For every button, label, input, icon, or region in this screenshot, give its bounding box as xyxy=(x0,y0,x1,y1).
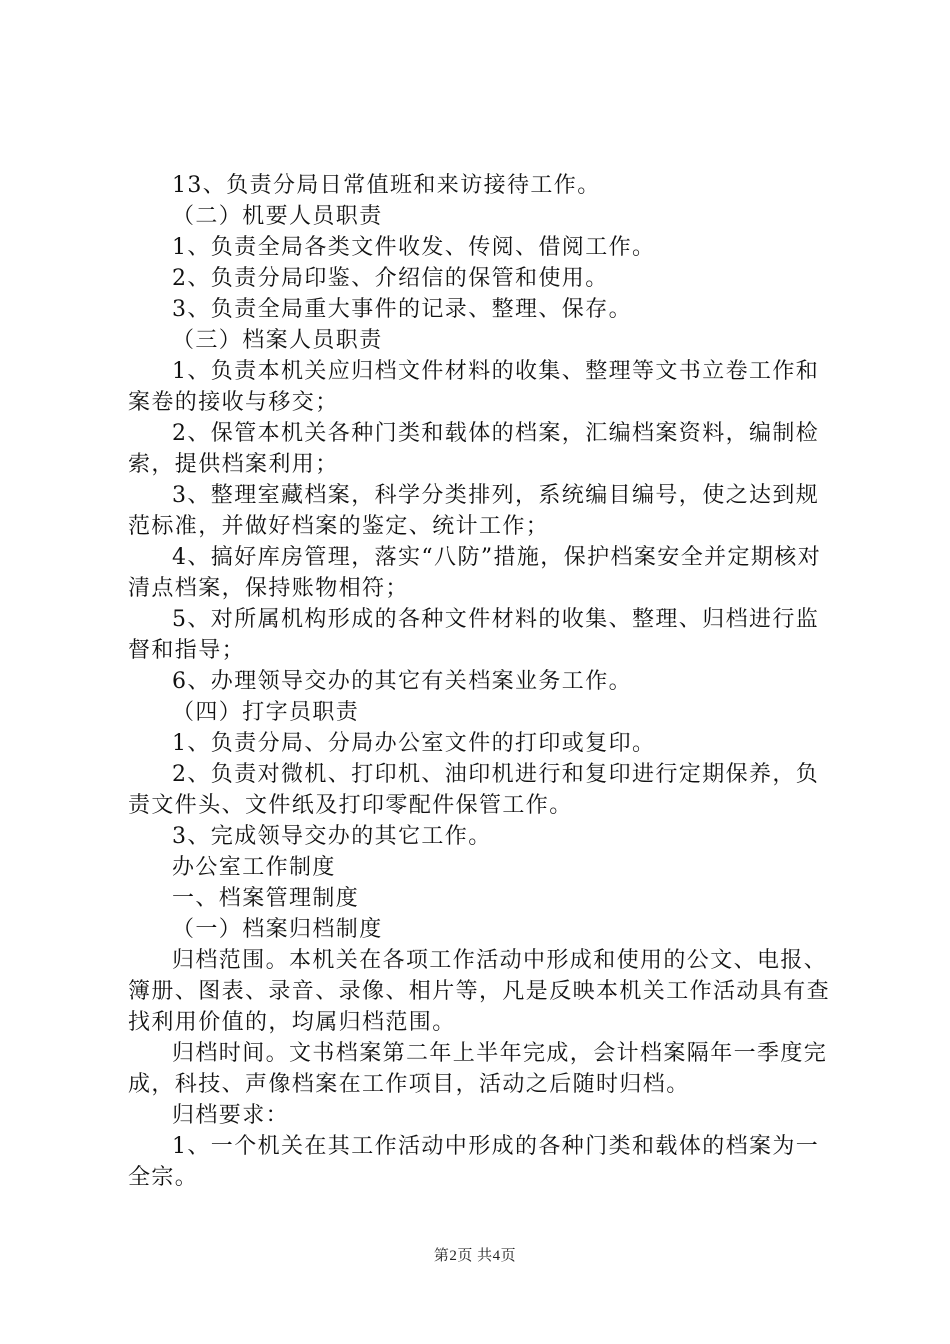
paragraph-archive-4: 4、搞好库房管理，落实“八防”措施，保护档案安全并定期核对清点档案，保持账物相符； xyxy=(128,545,822,601)
paragraph-confidential-3: 3、负责全局重大事件的记录、整理、保存。 xyxy=(172,297,632,322)
paragraph-confidential-1: 1、负责全局各类文件收发、传阅、借阅工作。 xyxy=(172,235,656,260)
paragraph-typist-3: 3、完成领导交办的其它工作。 xyxy=(172,824,492,849)
section-heading-office-rules: 办公室工作制度 xyxy=(172,855,336,880)
section-heading-archive-staff: （三）档案人员职责 xyxy=(172,328,383,353)
section-heading-archiving-system: （一）档案归档制度 xyxy=(172,917,383,942)
document-body xyxy=(128,170,840,1193)
paragraph-duty-13: 13、负责分局日常值班和来访接待工作。 xyxy=(172,173,601,198)
paragraph-archive-2: 2、保管本机关各种门类和载体的档案，汇编档案资料，编制检索，提供档案利用； xyxy=(128,421,820,477)
paragraph-confidential-2: 2、负责分局印鉴、介绍信的保管和使用。 xyxy=(172,266,609,291)
paragraph-archive-1: 1、负责本机关应归档文件材料的收集、整理等文书立卷工作和案卷的接收与移交； xyxy=(128,359,820,415)
paragraph-archive-5: 5、对所属机构形成的各种文件材料的收集、整理、归档进行监督和指导； xyxy=(128,607,820,663)
paragraph-archive-requirement-1: 1、一个机关在其工作活动中形成的各种门类和载体的档案为一全宗。 xyxy=(128,1134,820,1190)
section-heading-confidential-staff: （二）机要人员职责 xyxy=(172,204,383,229)
paragraph-archive-requirements-label: 归档要求： xyxy=(172,1103,290,1128)
paragraph-archive-time: 归档时间。文书档案第二年上半年完成，会计档案隔年一季度完成，科技、声像档案在工作项目，活动之后随时归档。 xyxy=(128,1041,828,1097)
paragraph-typist-2: 2、负责对微机、打印机、油印机进行和复印进行定期保养，负责文件头、文件纸及打印零配件保管工作。 xyxy=(128,762,820,818)
paragraph-archive-6: 6、办理领导交办的其它有关档案业务工作。 xyxy=(172,669,632,694)
page-footer: 第2页 共4页 xyxy=(433,1248,517,1264)
section-heading-archive-management: 一、档案管理制度 xyxy=(172,886,360,911)
paragraph-archive-scope: 归档范围。本机关在各项工作活动中形成和使用的公文、电报、簿册、图表、录音、录像、相片等，凡是反映本机关工作活动具有查找利用价值的，均属归档范围。 xyxy=(128,948,831,1035)
paragraph-typist-1: 1、负责分局、分局办公室文件的打印或复印。 xyxy=(172,731,656,756)
paragraph-archive-3: 3、整理室藏档案，科学分类排列，系统编目编号，使之达到规范标准，并做好档案的鉴定、统计工作； xyxy=(128,483,820,539)
section-heading-typist: （四）打字员职责 xyxy=(172,700,360,725)
